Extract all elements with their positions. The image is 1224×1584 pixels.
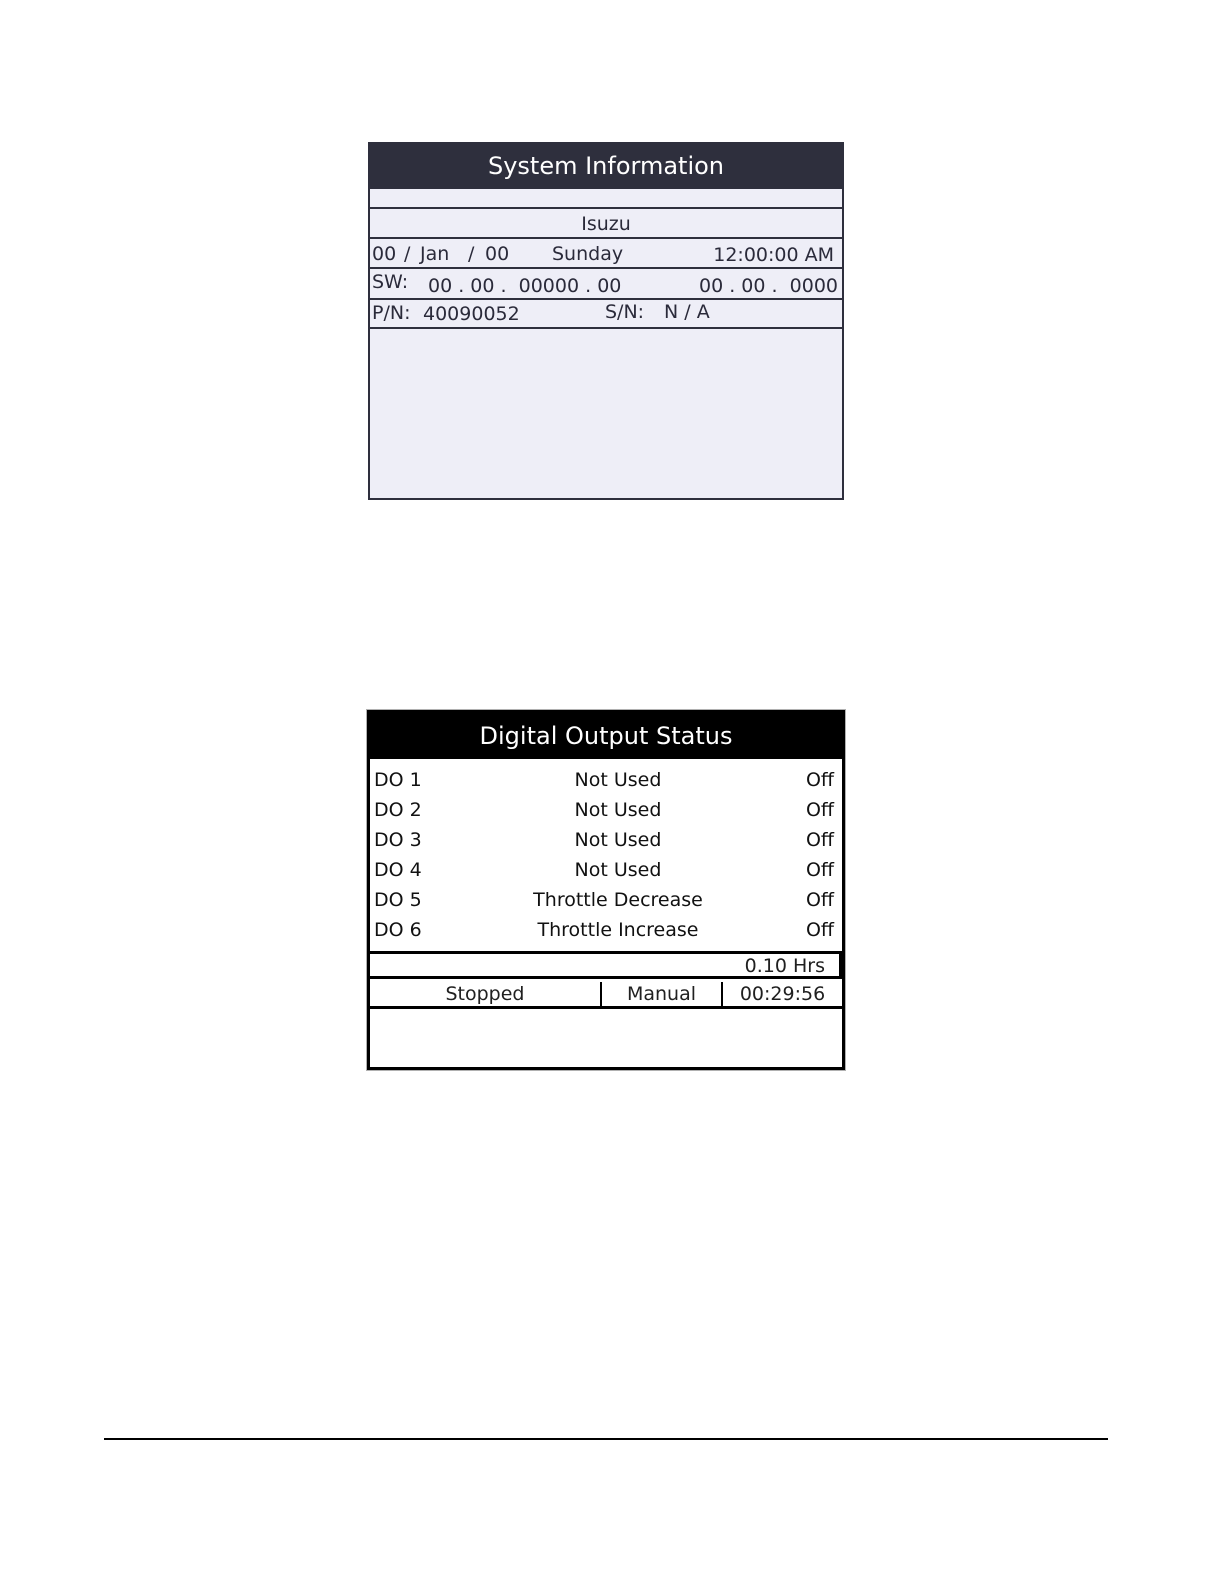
engine-state: Stopped (370, 982, 602, 1006)
output-function: Not Used (574, 769, 662, 791)
digital-output-list (370, 759, 842, 951)
output-function: Not Used (574, 799, 662, 821)
output-state: Off (805, 859, 834, 881)
output-id: DO 5 (374, 889, 422, 911)
system-information-panel (368, 142, 844, 500)
list-item (370, 885, 842, 915)
digital-output-status-panel (367, 710, 845, 1070)
software-version-secondary: 00 . 00 . 0000 (699, 275, 838, 297)
output-function: Not Used (574, 859, 662, 881)
list-item (370, 795, 842, 825)
list-item (370, 915, 842, 945)
output-state: Off (805, 769, 834, 791)
software-label: SW: (372, 271, 409, 293)
output-function: Throttle Increase (537, 919, 699, 941)
output-id: DO 1 (374, 769, 422, 791)
list-item (370, 765, 842, 795)
date-day: 00 (372, 243, 397, 265)
blank-row (370, 189, 842, 209)
date-separator: / (468, 243, 475, 265)
serial-number-value: N / A (664, 301, 710, 323)
output-id: DO 6 (374, 919, 422, 941)
date-separator: / (404, 243, 411, 265)
software-version-primary: 00 . 00 . 00000 . 00 (428, 275, 622, 297)
output-id: DO 3 (374, 829, 422, 851)
output-state: Off (805, 889, 834, 911)
part-number-value: 40090052 (423, 303, 520, 325)
list-item (370, 855, 842, 885)
output-function: Not Used (574, 829, 662, 851)
output-id: DO 2 (374, 799, 422, 821)
output-state: Off (805, 829, 834, 851)
output-state: Off (805, 919, 834, 941)
footer-divider (104, 1438, 1108, 1440)
date-weekday: Sunday (552, 243, 624, 265)
list-item (370, 825, 842, 855)
date-month: Jan (420, 243, 450, 265)
part-number-label: P/N: (372, 302, 411, 324)
system-information-title: System Information (370, 144, 842, 189)
control-mode: Manual (602, 982, 723, 1006)
status-bar (370, 982, 842, 1009)
software-version-row (370, 269, 842, 300)
output-function: Throttle Decrease (533, 889, 703, 911)
engine-hours-row (370, 951, 842, 979)
engine-make: Isuzu (581, 213, 631, 235)
run-clock: 00:29:56 (739, 983, 826, 1005)
engine-hours: 0.10 Hrs (744, 955, 825, 977)
clock-time: 12:00:00 AM (713, 244, 834, 266)
serial-number-label: S/N: (605, 301, 645, 323)
date-year: 00 (485, 243, 510, 265)
output-state: Off (805, 799, 834, 821)
output-id: DO 4 (374, 859, 422, 881)
date-time-row (370, 239, 842, 269)
digital-output-status-title: Digital Output Status (370, 713, 842, 759)
engine-make-row (370, 209, 842, 239)
part-serial-row (370, 300, 842, 329)
